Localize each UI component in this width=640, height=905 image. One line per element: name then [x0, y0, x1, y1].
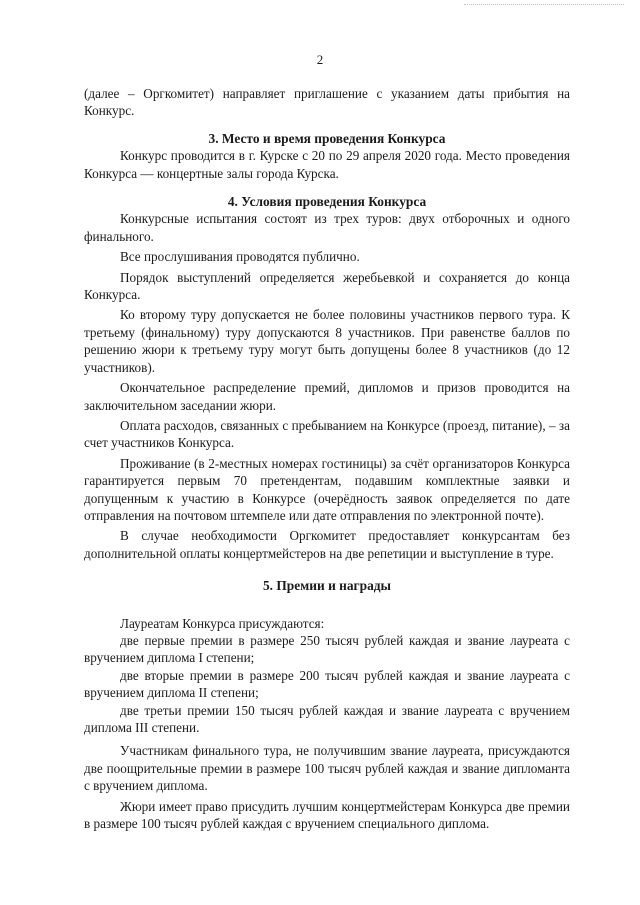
section-4-paragraph: В случае необходимости Оргкомитет предоставляет конкурсантам без дополнительной оплаты концертмейстеров на две репетиции и выступление в туре.	[84, 528, 570, 561]
section-5-paragraph: Участникам финального тура, не получившим звание лауреата, присуждаются две поощрительные премии в размере 100 тысяч рублей каждая и звание дипломанта с вручением диплома.	[84, 743, 570, 794]
section-5-paragraph: Жюри имеет право присудить лучшим концертмейстерам Конкурса две премии в размере 100 тысяч рублей каждая с вручением специального диплома.	[84, 798, 570, 832]
section-4-paragraph: Все прослушивания проводятся публично.	[120, 249, 360, 265]
document-body	[84, 85, 570, 832]
page-number: 2	[316, 52, 324, 67]
section-5-paragraph: две первые премии в размере 250 тысяч рублей каждая и звание лауреата с вручением диплома I степени;	[84, 632, 570, 666]
section-4-paragraph: Порядок выступлений определяется жеребьевкой и сохраняется до конца Конкурса.	[84, 269, 570, 303]
section-5-paragraph: две третьи премии 150 тысяч рублей каждая и звание лауреата с вручением диплома III степени.	[84, 702, 570, 735]
section-4-paragraph: Ко второму туру допускается не более половины участников первого тура. К третьему (финальному) туру допускаются 8 участников. При равенстве баллов по решению жюри к третьему туру могут быть допущены более 8 участников (до 12 участников).	[84, 307, 570, 375]
section-4-paragraph: Оплата расходов, связанных с пребыванием на Конкурсе (проезд, питание), – за счет участников Конкурса.	[84, 417, 570, 451]
section-4-paragraph: Окончательное распределение премий, дипломов и призов проводится на заключительном заседании жюри.	[84, 380, 570, 413]
section-4-heading: 4. Условия проведения Конкурса	[227, 194, 427, 210]
section-5-heading: 5. Премии и награды	[262, 578, 392, 594]
section-4-paragraph: Проживание (в 2-местных номерах гостиницы) за счёт организаторов Конкурса гарантируется первым 70 претендентам, подавшим комплектные заявки и допущенным к участию в Конкурсе (очерёдность заявок определяется по дате отправления на почтовом штемпеле или дате отправления по электронной почте).	[84, 455, 570, 523]
section-5-paragraph: две вторые премии в размере 200 тысяч рублей каждая и звание лауреата с вручением диплома II степени;	[84, 667, 570, 701]
scan-artifact	[464, 4, 624, 8]
section-3-paragraph: Конкурс проводится в г. Курске с 20 по 29 апреля 2020 года. Место проведения Конкурса — концертные залы города Курска.	[84, 148, 570, 181]
section-5-paragraph: Лауреатам Конкурса присуждаются:	[120, 615, 325, 631]
section-4-paragraph: Конкурсные испытания состоят из трех туров: двух отборочных и одного финального.	[84, 211, 570, 244]
section-3-heading: 3. Место и время проведения Конкурса	[208, 130, 446, 146]
intro-paragraph: (далее – Оргкомитет) направляет приглашение с указанием даты прибытия на Конкурс.	[84, 86, 570, 119]
